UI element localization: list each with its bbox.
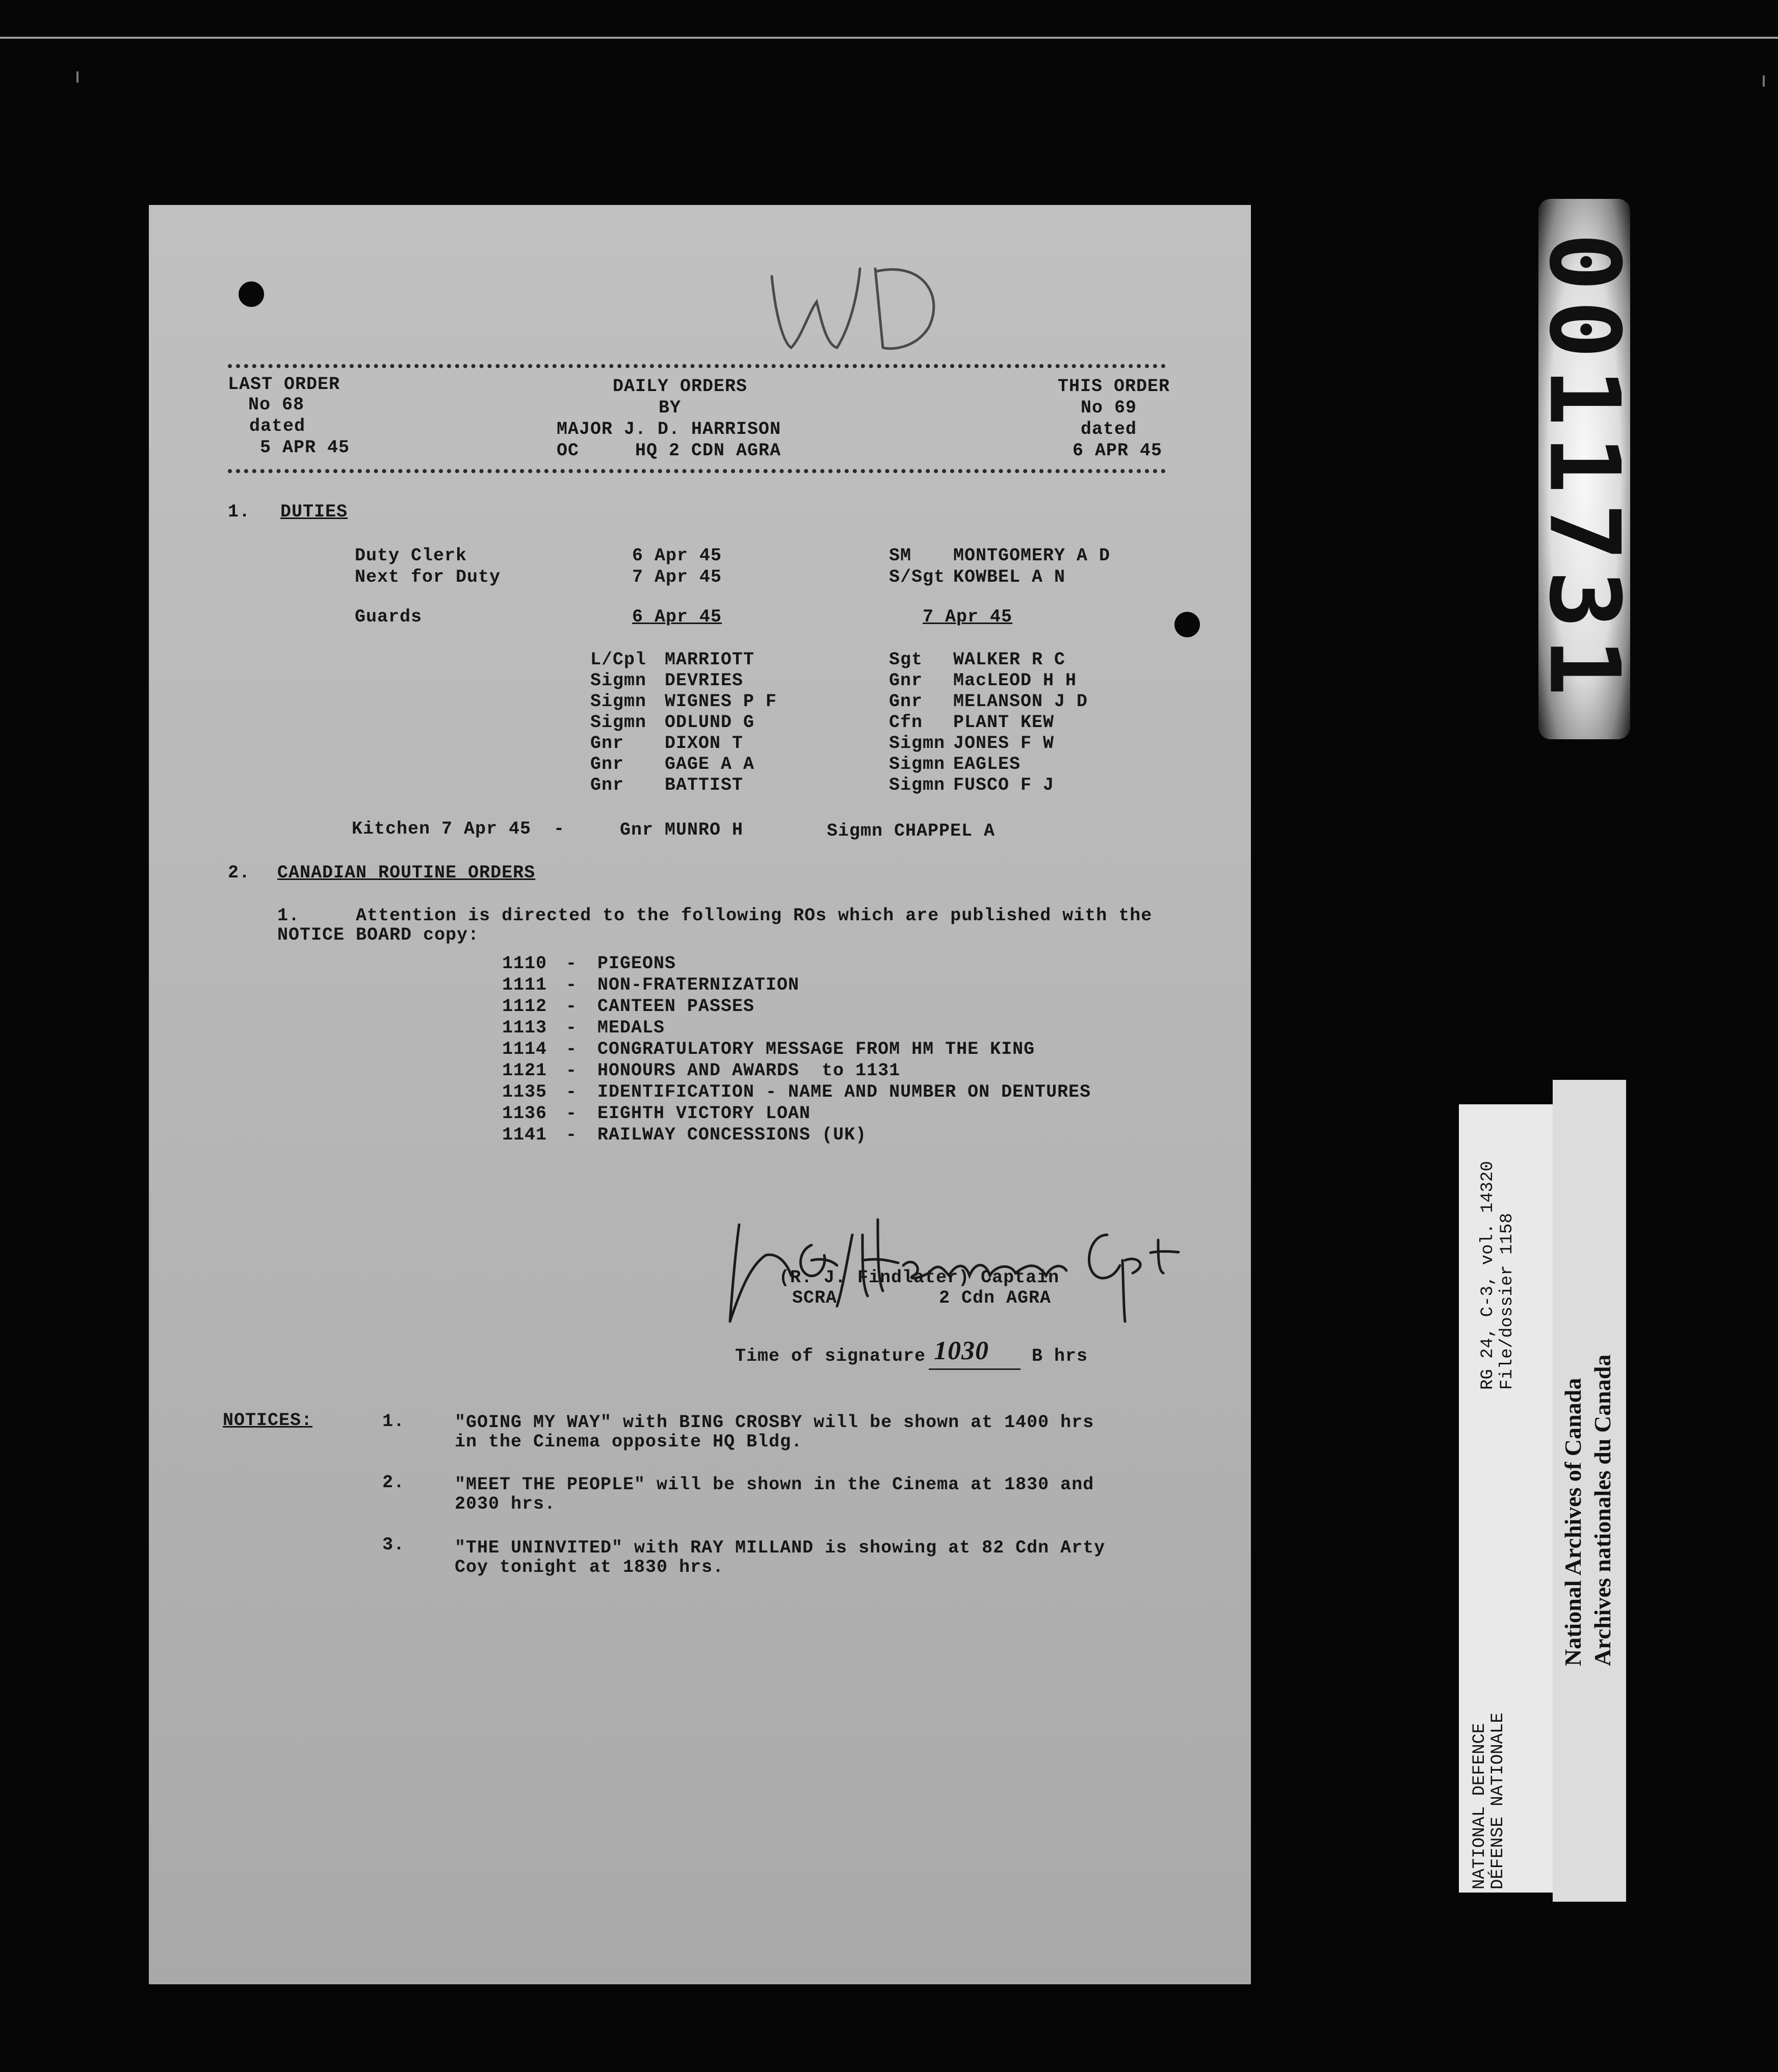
next-for-duty-date: 7 Apr 45 — [632, 567, 722, 587]
notices-title: NOTICES: — [223, 1410, 313, 1431]
routine-orders-intro: 1. Attention is directed to the following ROs which are published with the — [277, 905, 1153, 926]
handwritten-wd-mark — [761, 241, 954, 368]
ro-number: 1141 — [502, 1125, 547, 1145]
guard-rank: Sigmn — [590, 691, 647, 712]
section-title-duties: DUTIES — [280, 502, 348, 522]
guard-name: WALKER R C — [953, 650, 1066, 670]
guard-rank: Gnr — [590, 733, 624, 754]
handwritten-signature — [710, 1204, 1209, 1337]
duty-clerk-name: MONTGOMERY A D — [953, 546, 1111, 566]
next-for-duty-name: KOWBEL A N — [953, 567, 1066, 587]
guard-name: EAGLES — [953, 754, 1021, 774]
signatory-name: (R. J. Findlater) Captain — [779, 1267, 1060, 1288]
kitchen-label: Kitchen 7 Apr 45 - — [352, 819, 565, 839]
guard-name: MARRIOTT — [665, 650, 755, 670]
notice-number: 1. — [382, 1411, 405, 1432]
last-order-number: No 68 — [248, 395, 305, 415]
order-title: DAILY ORDERS — [613, 376, 748, 397]
time-of-signature-suffix: B hrs — [1032, 1346, 1088, 1366]
section-number-2: 2. — [228, 863, 251, 883]
ro-title: HONOURS AND AWARDS to 1131 — [597, 1060, 901, 1081]
guard-name: DEVRIES — [665, 670, 744, 691]
order-officer: MAJOR J. D. HARRISON — [557, 419, 781, 439]
label-dept-en: NATIONAL DEFENCE — [1470, 1723, 1489, 1889]
notice-text: "MEET THE PEOPLE" will be shown in the Cinema at 1830 and — [455, 1474, 1094, 1495]
ro-title: MEDALS — [597, 1018, 665, 1038]
punch-hole — [239, 281, 264, 307]
guard-name: ODLUND G — [665, 712, 755, 733]
duty-clerk-label: Duty Clerk — [355, 546, 467, 566]
guard-rank: L/Cpl — [590, 650, 647, 670]
this-order-dated: dated — [1081, 419, 1137, 439]
guard-name: JONES F W — [953, 733, 1055, 754]
ro-number: 1113 — [502, 1018, 547, 1038]
guard-rank: Sigmn — [590, 670, 647, 691]
next-for-duty-label: Next for Duty — [355, 567, 501, 587]
guard-rank: Gnr — [590, 754, 624, 774]
ro-number: 1110 — [502, 953, 547, 974]
guard-name: FUSCO F J — [953, 775, 1055, 795]
routine-orders-intro-2: NOTICE BOARD copy: — [277, 925, 480, 945]
archive-institution-label — [1553, 1080, 1626, 1902]
ro-title: NON-FRATERNIZATION — [597, 975, 800, 995]
label-file: File/dossier 1158 — [1498, 1213, 1517, 1390]
notice-text: "GOING MY WAY" with BING CROSBY will be shown at 1400 hrs — [455, 1412, 1094, 1433]
this-order-date: 6 APR 45 — [1073, 441, 1163, 461]
guards-label: Guards — [355, 607, 423, 627]
scan-top-border — [0, 37, 1778, 39]
order-unit: OC HQ 2 CDN AGRA — [557, 441, 781, 461]
guard-name: PLANT KEW — [953, 712, 1055, 733]
time-of-signature-label: Time of signature — [735, 1346, 926, 1366]
ro-title: RAILWAY CONCESSIONS (UK) — [597, 1125, 867, 1145]
label-archives-en: National Archives of Canada — [1560, 1378, 1586, 1666]
guard-name: WIGNES P F — [665, 691, 777, 712]
ro-number: 1111 — [502, 975, 547, 995]
kitchen-person-1: Gnr MUNRO H — [620, 820, 744, 840]
guard-name: BATTIST — [665, 775, 744, 795]
notice-text: 2030 hrs. — [455, 1494, 556, 1514]
time-underline — [929, 1368, 1021, 1370]
guard-rank: Sigmn — [590, 712, 647, 733]
ro-title: IDENTIFICATION - NAME AND NUMBER ON DENTURES — [597, 1082, 1091, 1102]
guard-rank: Sgt — [889, 650, 923, 670]
ro-number: 1114 — [502, 1039, 547, 1059]
notice-text: "THE UNINVITED" with RAY MILLAND is showing at 82 Cdn Arty — [455, 1538, 1106, 1558]
last-order-date: 5 APR 45 — [260, 437, 350, 458]
scan-speck — [1763, 75, 1765, 87]
kitchen-person-2: Sigmn CHAPPEL A — [827, 821, 996, 841]
this-order-label: THIS ORDER — [1058, 376, 1170, 397]
next-for-duty-rank: S/Sgt — [889, 567, 946, 587]
guard-name: DIXON T — [665, 733, 744, 754]
last-order-label: LAST ORDER — [228, 374, 341, 395]
duty-clerk-rank: SM — [889, 546, 912, 566]
microfilm-frame-number — [1528, 199, 1641, 739]
document-page: LAST ORDER No 68 dated 5 APR 45 DAILY ORDERS BY MAJOR J. D. HARRISON OC HQ 2 CDN AGRA THIS ORDER No 69 dated 6 APR 45 1. DUTIES Duty Clerk 6 Apr 45 SM MONTGOMERY A D Next for Duty 7 Apr 45 S/Sgt KOWBEL A N Guards 6 Apr 45 7 Apr 45 L/Cpl MARRIOTT Sigmn DEVRIES Sigmn WIGNES P F Sigmn ODLUND G Gnr DIXON T Gnr GAGE A A Gnr BATTIST Sgt WALKER R C Gnr MacLEOD H H Gnr MELANSON J D Cfn PLANT KEW Sigmn JONES F W Sigmn EAGLES Sigmn FUSCO F J Kitchen 7 Apr 45 - Gnr MUNRO H Sigmn CHAPPEL A 2. CANADIAN ROUTINE ORDERS 1. Attention is directed to the following ROs which are published with the NOTICE BOARD copy: 1110 - PIGEONS 1111 - NON-FRATERNIZATION 1112 - CANTEEN PASSES 1113 - MEDALS 1114 - CONGRATULATORY MESSAGE FROM HM THE KING 1121 - HONOURS AND AWARDS to 1131 1135 - IDENTIFICATION - NAME AND NUMBER ON DENTURES 1136 - EIGHTH VICTORY LOAN 1141 - RAILWAY CONCESSIONS (UK) (R. J. Findlater) Captain SCRA 2 Cdn AGRA Time of signature 1030 B hrs NOTICES: 1. "GOING MY WAY" with BING CROSBY will be shown at 1400 hrs in the Cinema opposite HQ Bldg. 2. "MEET THE PEOPLE" will be shown in the Cinema at 1830 and 2030 hrs. 3. "THE UNINVITED" with RAY MILLAND is showing at 82 Cdn Arty Coy tonight at 1830 hrs. — [149, 205, 1251, 1984]
guards-date-right: 7 Apr 45 — [923, 607, 1013, 627]
ro-title: PIGEONS — [597, 953, 676, 974]
guard-rank: Sigmn — [889, 754, 946, 774]
label-dept-fr: DÉFENSE NATIONALE — [1488, 1713, 1508, 1889]
scan-speck — [76, 71, 79, 83]
label-archives-fr: Archives nationales du Canada — [1589, 1354, 1615, 1666]
header-rule-top — [228, 364, 1166, 368]
guards-date-left: 6 Apr 45 — [632, 607, 722, 627]
guard-rank: Gnr — [889, 691, 923, 712]
guard-name: MELANSON J D — [953, 691, 1088, 712]
notice-text: in the Cinema opposite HQ Bldg. — [455, 1432, 803, 1452]
signatory-unit: 2 Cdn AGRA — [939, 1288, 1052, 1308]
duty-clerk-date: 6 Apr 45 — [632, 546, 722, 566]
ro-title: CANTEEN PASSES — [597, 996, 755, 1017]
label-reference: RG 24, C-3, vol. 14320 — [1478, 1161, 1498, 1390]
order-by: BY — [659, 398, 682, 418]
ro-number: 1121 — [502, 1060, 547, 1081]
notice-number: 2. — [382, 1472, 405, 1493]
section-title-routine-orders: CANADIAN ROUTINE ORDERS — [277, 863, 536, 883]
time-of-signature-value: 1030 — [934, 1336, 989, 1365]
section-number-1: 1. — [228, 502, 251, 522]
header-rule-bottom — [228, 469, 1166, 473]
punch-hole — [1174, 612, 1200, 637]
guard-rank: Sigmn — [889, 733, 946, 754]
ro-title: EIGHTH VICTORY LOAN — [597, 1103, 811, 1124]
archive-reference-label — [1459, 1104, 1553, 1893]
guard-name: GAGE A A — [665, 754, 755, 774]
this-order-number: No 69 — [1081, 398, 1137, 418]
last-order-dated: dated — [249, 416, 306, 436]
guard-rank: Sigmn — [889, 775, 946, 795]
frame-number-text: 0011731 — [1528, 232, 1641, 706]
guard-rank: Gnr — [590, 775, 624, 795]
signatory-role: SCRA — [792, 1288, 838, 1308]
guard-rank: Cfn — [889, 712, 923, 733]
notice-number: 3. — [382, 1535, 405, 1555]
guard-rank: Gnr — [889, 670, 923, 691]
notice-text: Coy tonight at 1830 hrs. — [455, 1557, 724, 1577]
ro-title: CONGRATULATORY MESSAGE FROM HM THE KING — [597, 1039, 1035, 1059]
guard-name: MacLEOD H H — [953, 670, 1077, 691]
ro-number: 1112 — [502, 996, 547, 1017]
ro-number: 1136 — [502, 1103, 547, 1124]
ro-number: 1135 — [502, 1082, 547, 1102]
